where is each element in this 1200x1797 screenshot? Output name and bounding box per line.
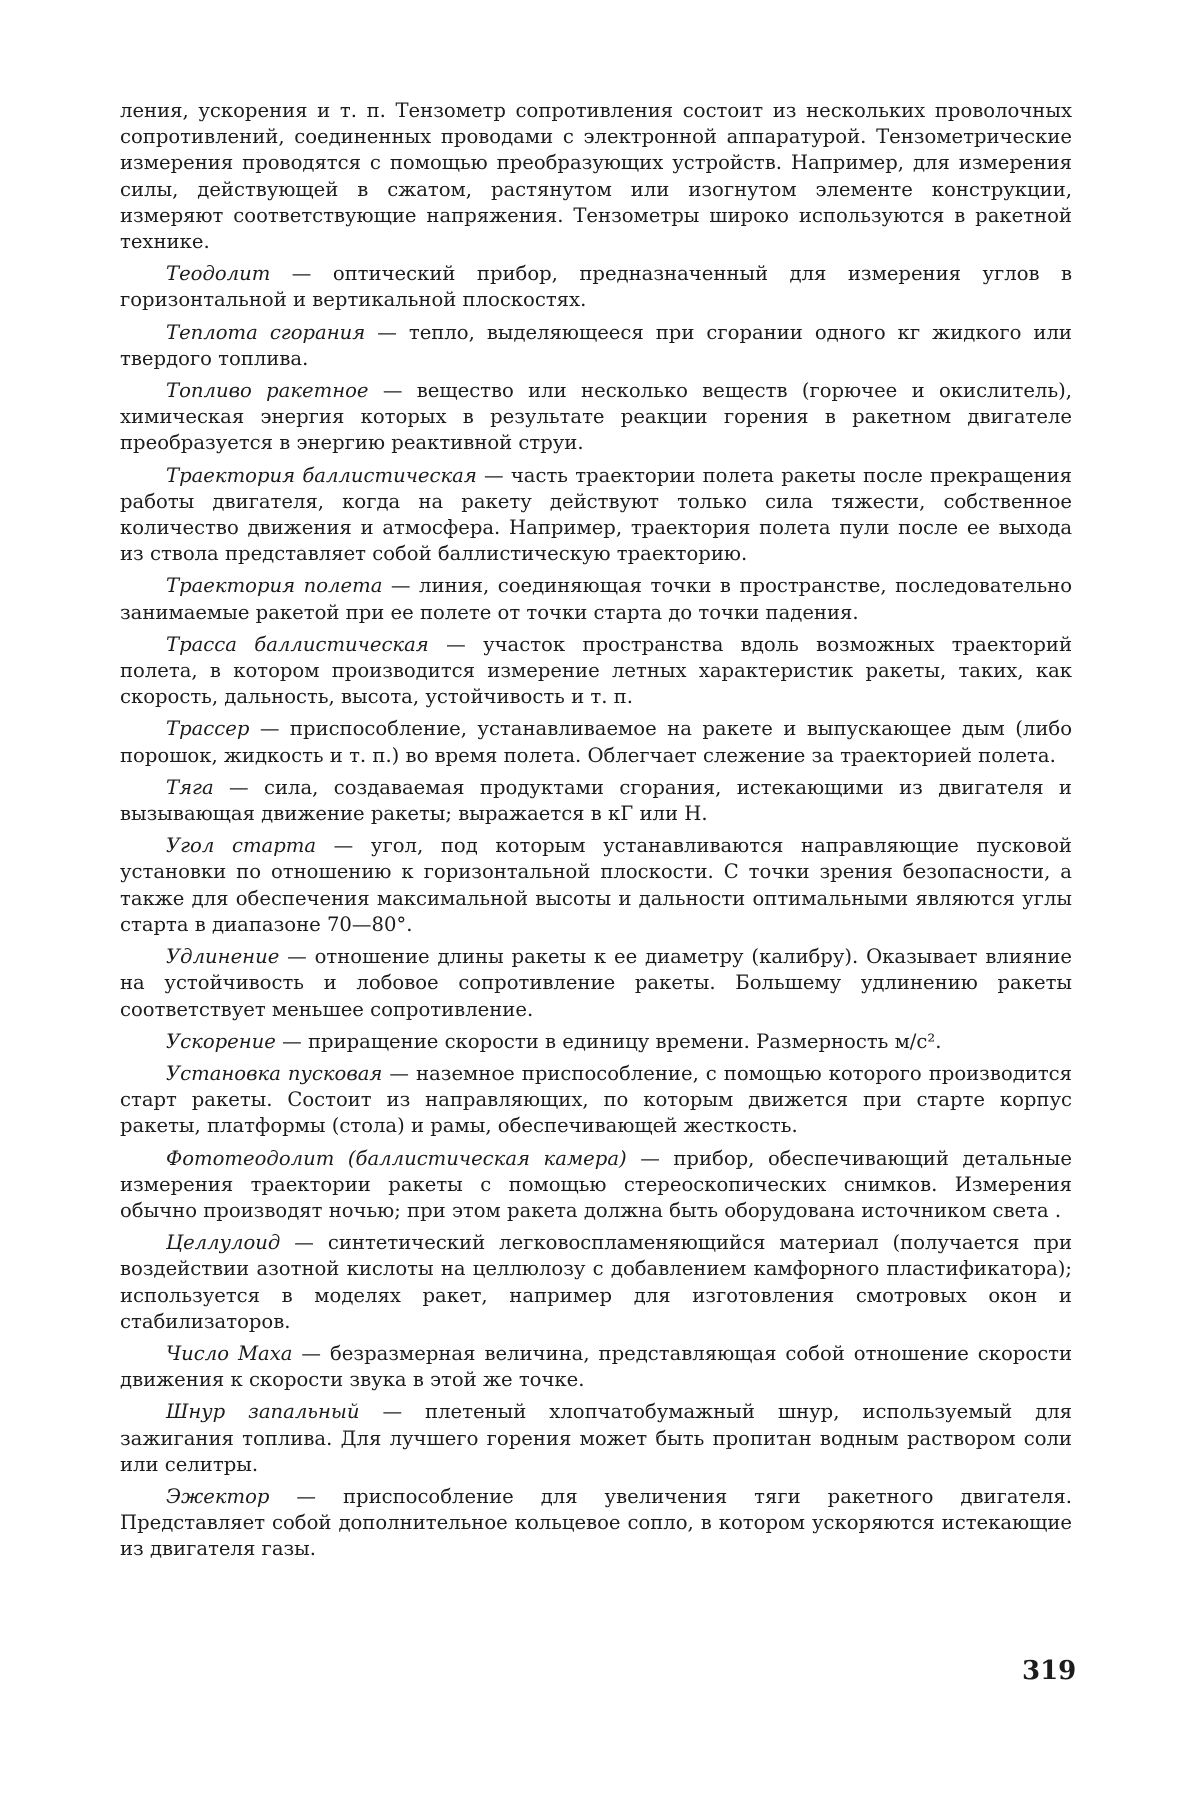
glossary-entry xyxy=(120,1341,1072,1393)
glossary-entry xyxy=(120,378,1072,457)
entry-term: Фототеодолит (баллистическая камера) xyxy=(166,1146,627,1170)
entry-term: Теплота сгорания xyxy=(166,320,366,344)
entry-definition: — участок пространства вдоль возможных траекторий полета, в котором производится измерение летных характеристик ракеты, таких, как скорость, дальность, высота, устойчивость и т. п. xyxy=(120,632,1072,709)
entry-term: Траектория полета xyxy=(166,574,383,598)
entry-term: Угол старта xyxy=(166,834,317,858)
glossary-page xyxy=(120,98,1072,1569)
entry-definition: — часть траектории полета ракеты после прекращения работы двигателя, когда на ракету действуют только сила тяжести, собственное количество движения и атмосфера. Например, траектория полета пули после ее выхода из ствола представляет собой баллистическую траекторию. xyxy=(120,463,1073,566)
glossary-entry xyxy=(120,944,1072,1023)
glossary-entry xyxy=(120,1061,1072,1140)
glossary-entry xyxy=(120,716,1072,768)
entry-definition: — угол, под которым устанавливаются направляющие пусковой установки по отношению к горизонтальной плоскости. С точки зрения безопасности, а также для обеспечения максимальной высоты и дальности оптимальными являются углы старта в диапазоне 70—80°. xyxy=(120,834,1072,936)
entry-term: Эжектор xyxy=(166,1484,270,1508)
entry-definition: — синтетический легковоспламеняющийся материал (получается при воздействии азотной кислоты на целлюлозу с добавлением камфорного пластификатора); используется в моделях ракет, например для изготовления смотровых окон и стабилизаторов. xyxy=(120,1231,1072,1333)
entry-definition: — прибор, обеспечивающий детальные измерения траектории ракеты с помощью стереоскопических снимков. Измерения обычно производят ночью; при этом ракета должна быть оборудована источником света . xyxy=(120,1146,1072,1222)
entry-term: Установка пусковая xyxy=(166,1061,383,1085)
entry-definition: — отношение длины ракеты к ее диаметру (калибру). Оказывает влияние на устойчивость и лобовое сопротивление ракеты. Большему удлинению ракеты соответствует меньшее сопротивление. xyxy=(120,945,1072,1021)
entry-definition: — плетеный хлопчатобумажный шнур, используемый для зажигания топлива. Для лучшего горения может быть пропитан водным раствором соли или селитры. xyxy=(120,1400,1073,1476)
entry-term: Трассер xyxy=(166,717,250,741)
page-number: 319 xyxy=(1022,1656,1077,1686)
entry-definition: — наземное приспособление, с помощью которого производится старт ракеты. Состоит из направляющих, по которым движется при старте корпус ракеты, платформы (стола) и рамы, обеспечивающей жесткость. xyxy=(120,1061,1072,1138)
entry-term: Траектория баллистическая xyxy=(166,463,477,487)
entry-definition: — безразмерная величина, представляющая собой отношение скорости движения к скорости звука в этой же точке. xyxy=(120,1341,1073,1392)
glossary-entry xyxy=(120,1399,1072,1478)
entry-definition: — приращение скорости в единицу времени. Размерность м/с². xyxy=(275,1029,942,1053)
entry-definition: — сила, создаваемая продуктами сгорания, истекающими из двигателя и вызывающая движение ракеты; выражается в кГ или Н. xyxy=(120,775,1072,826)
entry-term: Целлулоид xyxy=(166,1231,281,1255)
glossary-entry xyxy=(120,775,1072,827)
entry-definition: — вещество или несколько веществ (горючее и окислитель), химическая энергия которых в результате реакции горения в ракетном двигателе преобразуется в энергию реактивной струи. xyxy=(120,379,1072,455)
glossary-entry xyxy=(120,833,1072,938)
entry-definition: — оптический прибор, предназначенный для измерения углов в горизонтальной и вертикальной плоскостях. xyxy=(120,262,1072,312)
entry-term: Тяга xyxy=(166,775,214,799)
entry-term: Топливо ракетное xyxy=(166,379,369,403)
glossary-entry xyxy=(120,1230,1072,1335)
entry-term: Трасса баллистическая xyxy=(166,632,429,656)
entry-definition: — тепло, выделяющееся при сгорании одного кг жидкого или твердого топлива. xyxy=(120,320,1072,370)
entry-term: Шнур запальный xyxy=(166,1400,360,1424)
glossary-entry xyxy=(120,463,1072,568)
entry-definition: — приспособление для увеличения тяги ракетного двигателя. Представляет собой дополнительное кольцевое сопло, в котором ускоряются истекающие из двигателя газы. xyxy=(120,1484,1072,1561)
entry-term: Теодолит xyxy=(166,262,271,286)
glossary-entry xyxy=(120,573,1072,625)
glossary-entry-continuation xyxy=(120,98,1072,255)
glossary-entry xyxy=(120,261,1072,313)
entry-term: Удлинение xyxy=(166,945,280,969)
glossary-entry xyxy=(120,1029,1072,1055)
entry-term: Число Маха xyxy=(166,1341,293,1365)
glossary-entry xyxy=(120,320,1072,372)
entry-definition: ления, ускорения и т. п. Тензометр сопротивления состоит из нескольких проволочных сопротивлений, соединенных проводами с электронной аппаратурой. Тензометрические измерения проводятся с помощью преобразующих устройств. Например, для измерения силы, действующей в сжатом, растянутом или изогнутом элементе конструкции, измеряют соответствующие напряжения. Тензометры широко используются в ракетной технике. xyxy=(120,99,1072,254)
entry-term: Ускорение xyxy=(166,1029,276,1053)
glossary-entry xyxy=(120,632,1072,711)
glossary-entry xyxy=(120,1484,1072,1563)
glossary-entry xyxy=(120,1146,1072,1225)
entry-definition: — линия, соединяющая точки в пространстве, последовательно занимаемые ракетой при ее полете от точки старта до точки падения. xyxy=(120,574,1072,624)
entry-definition: — приспособление, устанавливаемое на ракете и выпускающее дым (либо порошок, жидкость и т. п.) во время полета. Облегчает слежение за траекторией полета. xyxy=(120,717,1072,767)
